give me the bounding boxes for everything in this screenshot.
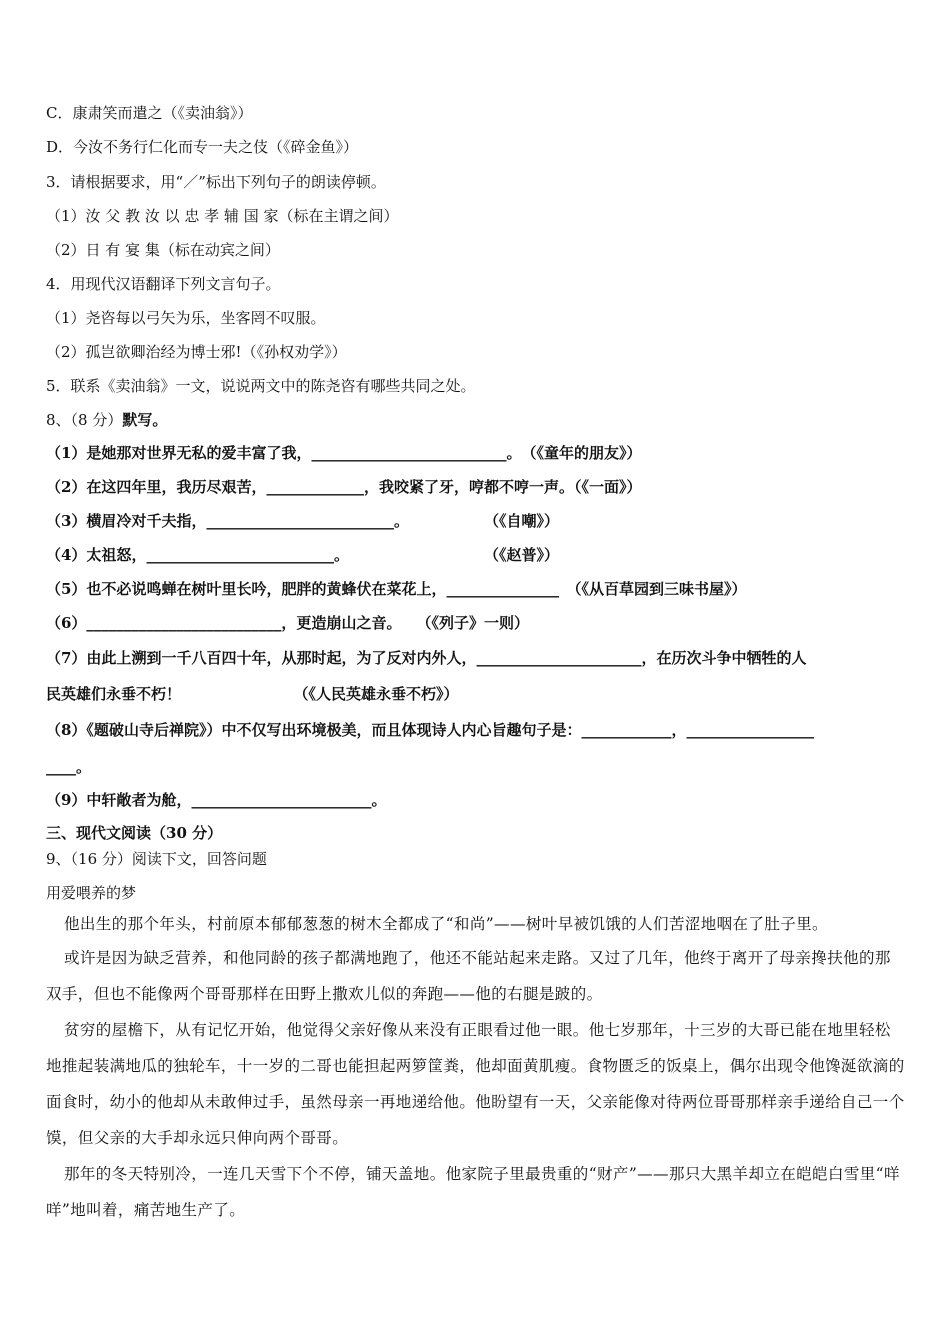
dictation-6: （6）__________________________，更造崩山之音。 （《列子》一则） (46, 614, 529, 632)
option-d: D．今汝不务行仁化而专一夫之伎（《碎金鱼》） (46, 138, 359, 156)
option-c: C．康肃笑而遣之（《卖油翁》） (46, 104, 253, 122)
dictation-8-cont: ____。 (46, 758, 92, 776)
dictation-1: （1）是她那对世界无私的爱丰富了我，__________________________。 （《童年的朋友》） (46, 444, 642, 462)
dictation-7: （7）由此上溯到一千八百四十年，从那时起，为了反对内外人，______________________，在历次斗争中牺牲的人 (46, 649, 807, 667)
question-3-item-1: （1）汝 父 教 汝 以 忠 孝 辅 国 家（标在主谓之间） (46, 207, 399, 225)
passage-paragraph-1: 他出生的那个年头，村前原本郁郁葱葱的树木全都成了“和尚”——树叶早被饥饿的人们苦涩地咽在了肚子里。 (64, 915, 828, 933)
dictation-2: （2）在这四年里，我历尽艰苦，_____________，我咬紧了牙，哼都不哼一声。（《一面》） (46, 478, 642, 496)
question-4: 4．用现代汉语翻译下列文言句子。 (46, 275, 281, 293)
question-3: 3．请根据要求，用“／”标出下列句子的朗读停顿。 (46, 173, 386, 191)
question-5: 5．联系《卖油翁》一文，说说两文中的陈尧咨有哪些共同之处。 (46, 377, 476, 395)
dictation-4: （4）太祖怒，_________________________。 （《赵普》） (46, 546, 559, 564)
question-8-number: 8、（8 分） (46, 411, 123, 429)
question-8-header (46, 410, 167, 430)
section-heading: 三、现代文阅读（30 分） (46, 824, 223, 842)
question-8-title: 默写。 (122, 411, 168, 429)
question-3-item-2: （2）日 有 宴 集（标在动宾之间） (46, 241, 280, 259)
passage-paragraph-2: 或许是因为缺乏营养，和他同龄的孩子都满地跑了，他还不能站起来走路。又过了几年，他终于离开了母亲搀扶他的那双手，但也不能像两个哥哥那样在田野上撒欢儿似的奔跑——他的右腿是跛的。 (46, 949, 891, 1003)
question-4-item-1: （1）尧咨每以弓矢为乐，坐客罔不叹服。 (46, 309, 326, 327)
dictation-8: （8）《题破山寺后禅院》）中不仅写出环境极美，而且体现诗人内心旨趣句子是：____________，_________________ (46, 721, 814, 739)
dictation-7-cont: 民英雄们永垂不朽！ （《人民英雄永垂不朽》） (46, 685, 459, 703)
passage-title: 用爱喂养的梦 (46, 884, 137, 902)
question-9: 9、（16 分）阅读下文，回答问题 (46, 850, 267, 868)
dictation-3: （3）横眉冷对千夫指，_________________________。 （《自嘲》） (46, 512, 559, 530)
passage-paragraph-4: 那年的冬天特别冷，一连几天雪下个不停，铺天盖地。他家院子里最贵重的“财产”——那只大黑羊却立在皑皑白雪里“咩咩”地叫着，痛苦地生产了。 (46, 1165, 900, 1219)
passage-paragraph-3: 贫穷的屋檐下，从有记忆开始，他觉得父亲好像从来没有正眼看过他一眼。他七岁那年，十三岁的大哥已能在地里轻松地推起装满地瓜的独轮车，十一岁的二哥也能担起两箩筐粪，他却面黄肌瘦。食物匮乏的饭桌上，偶尔出现令他馋涎欲滴的面食时，幼小的他却从未敢伸过手，虽然母亲一再地递给他。他盼望有一天，父亲能像对待两位哥哥那样亲手递给自己一个馍，但父亲的大手却永远只伸向两个哥哥。 (46, 1021, 905, 1147)
dictation-5: （5）也不必说鸣蝉在树叶里长吟，肥胖的黄蜂伏在菜花上，_______________ （《从百草园到三味书屋》） (46, 580, 747, 598)
dictation-9: （9）中轩敞者为舱，________________________。 (46, 791, 387, 809)
question-4-item-2: （2）孤岂欲卿治经为博士邪!（《孙权劝学》） (46, 343, 347, 361)
